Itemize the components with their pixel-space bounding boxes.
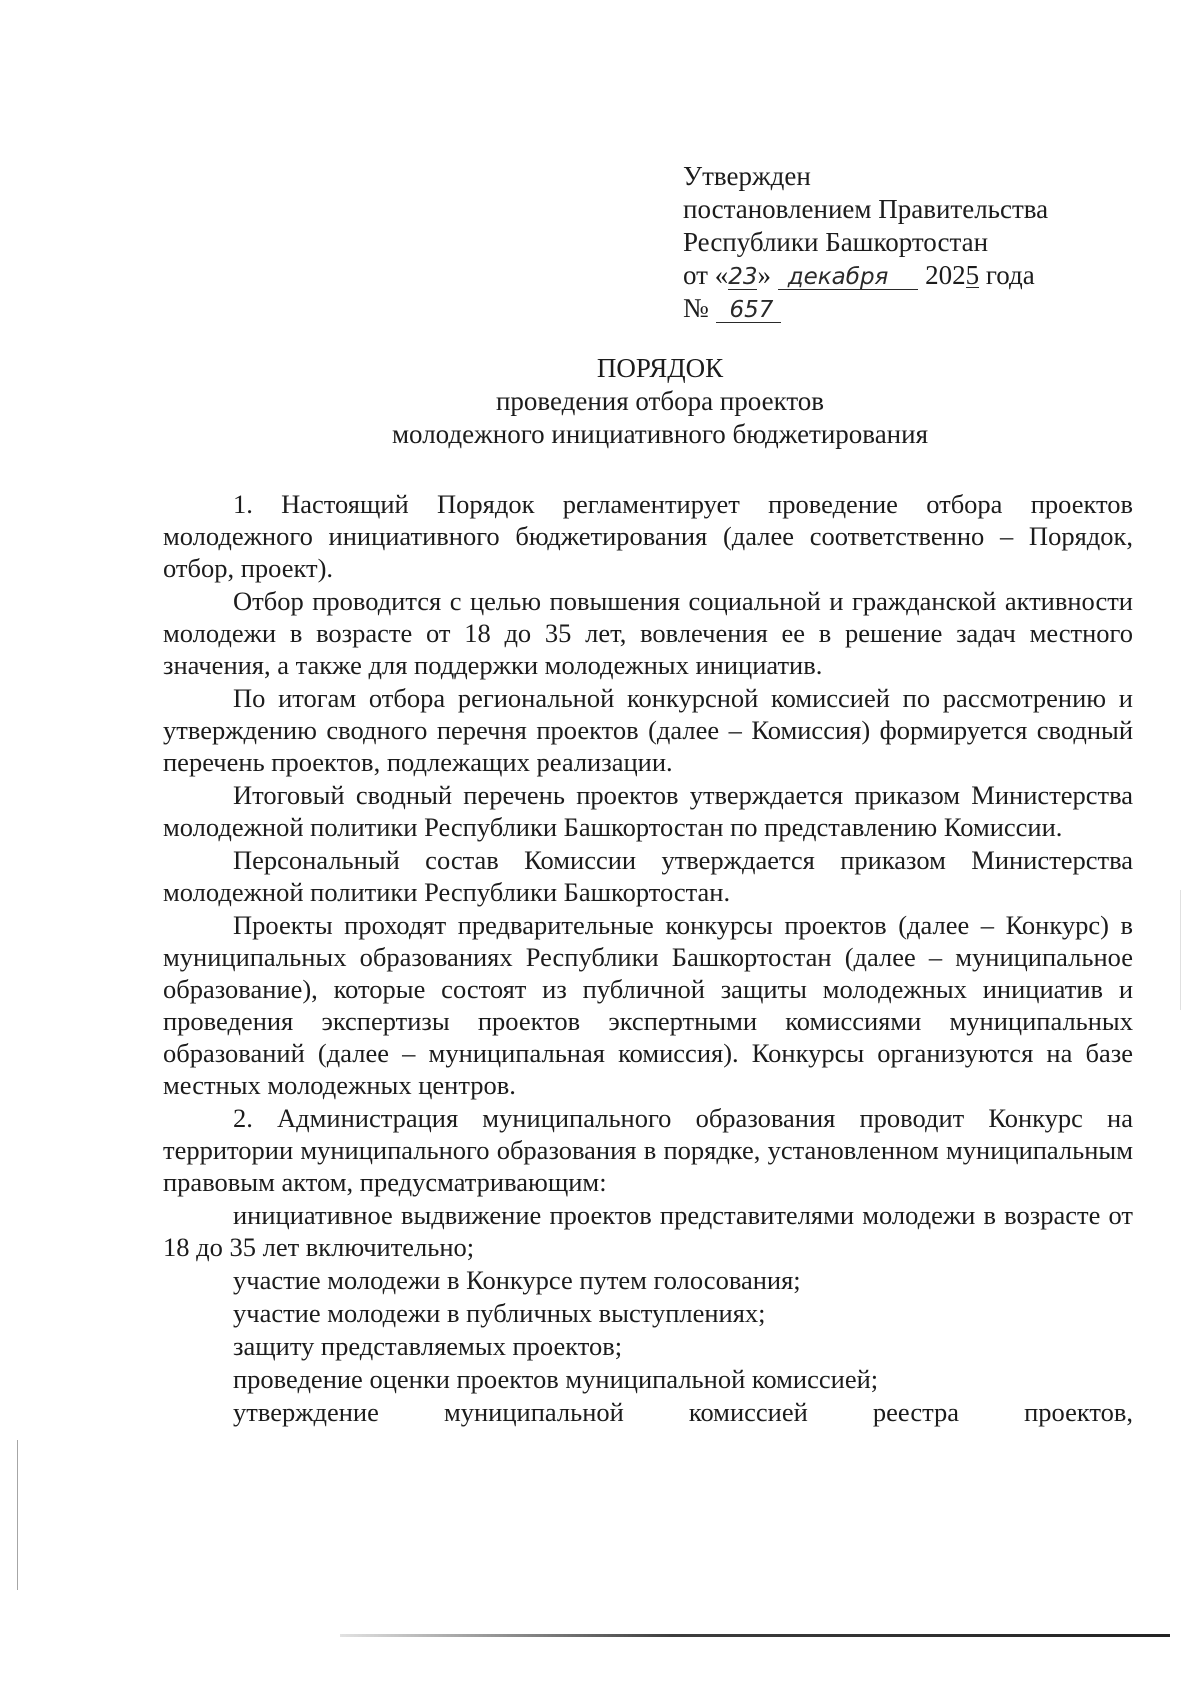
date-year-prefix: 202	[918, 260, 966, 290]
list-item-evaluation: проведение оценки проектов муниципальной комиссией;	[233, 1364, 879, 1394]
date-day: 23	[728, 264, 758, 290]
list-item-voting: участие молодежи в Конкурсе путем голосования;	[233, 1265, 801, 1295]
title-subline-2: молодежного инициативного бюджетирования	[391, 419, 929, 449]
approval-line-resolution: постановлением Правительства	[683, 194, 1049, 224]
date-prefix: от «	[683, 260, 729, 290]
scan-artifact-left	[17, 1440, 18, 1590]
approval-line-republic: Республики Башкортостан	[683, 227, 989, 257]
title-heading: ПОРЯДОК	[596, 353, 724, 383]
list-item-approval: утверждение муниципальной комиссией реестра проектов,	[233, 1397, 1133, 1427]
approval-stamp	[683, 160, 1123, 325]
title-subline-1: проведения отбора проектов	[495, 386, 825, 416]
paragraph-4: Итоговый сводный перечень проектов утверждается приказом Министерства молодежной политики Республики Башкортостан по представлению Комиссии.	[163, 780, 1133, 842]
paragraph-1: 1. Настоящий Порядок регламентирует проведение отбора проектов молодежного инициативного бюджетирования (далее соответственно – Порядок, отбор, проект).	[163, 489, 1133, 583]
date-month: декабря	[778, 265, 919, 290]
list-item-defense: защиту представляемых проектов;	[233, 1331, 623, 1361]
list-item-initiative: инициативное выдвижение проектов представителями молодежи в возрасте от 18 до 35 лет включительно;	[163, 1200, 1133, 1262]
number-prefix: №	[683, 293, 716, 323]
approval-date-line	[683, 259, 1123, 292]
approval-line-approved: Утвержден	[683, 161, 811, 191]
document-body	[163, 488, 1133, 1429]
scan-artifact-bottom-line	[340, 1634, 1170, 1637]
paragraph-7: 2. Администрация муниципального образования проводит Конкурс на территории муниципального образования в порядке, установленном муниципальным правовым актом, предусматривающим:	[163, 1103, 1133, 1197]
date-mid: »	[757, 260, 778, 290]
list-item-public-speeches: участие молодежи в публичных выступлениях;	[233, 1298, 766, 1328]
paragraph-2: Отбор проводится с целью повышения социальной и гражданской активности молодежи в возрасте от 18 до 35 лет, вовлечения ее в решение задач местного значения, а также для поддержки молодежных инициатив.	[163, 586, 1133, 680]
date-year-suffix: года	[979, 260, 1035, 290]
document-number: 657	[716, 298, 782, 323]
document-title	[300, 352, 1020, 451]
paragraph-5: Персональный состав Комиссии утверждается приказом Министерства молодежной политики Республики Башкортостан.	[163, 845, 1133, 907]
paragraph-6: Проекты проходят предварительные конкурсы проектов (далее – Конкурс) в муниципальных образованиях Республики Башкортостан (далее – муниципальное образование), которые состоят из публичной защиты молодежных инициатив и проведения экспертизы проектов экспертными комиссиями муниципальных образований (далее – муниципальная комиссия). Конкурсы организуются на базе местных молодежных центров.	[163, 910, 1133, 1100]
approval-number-line	[683, 292, 1123, 325]
scan-artifact-right	[1180, 890, 1181, 1010]
date-year-digit: 5	[965, 260, 980, 290]
paragraph-3: По итогам отбора региональной конкурсной комиссией по рассмотрению и утверждению сводного перечня проектов (далее – Комиссия) формируется сводный перечень проектов, подлежащих реализации.	[163, 683, 1133, 777]
